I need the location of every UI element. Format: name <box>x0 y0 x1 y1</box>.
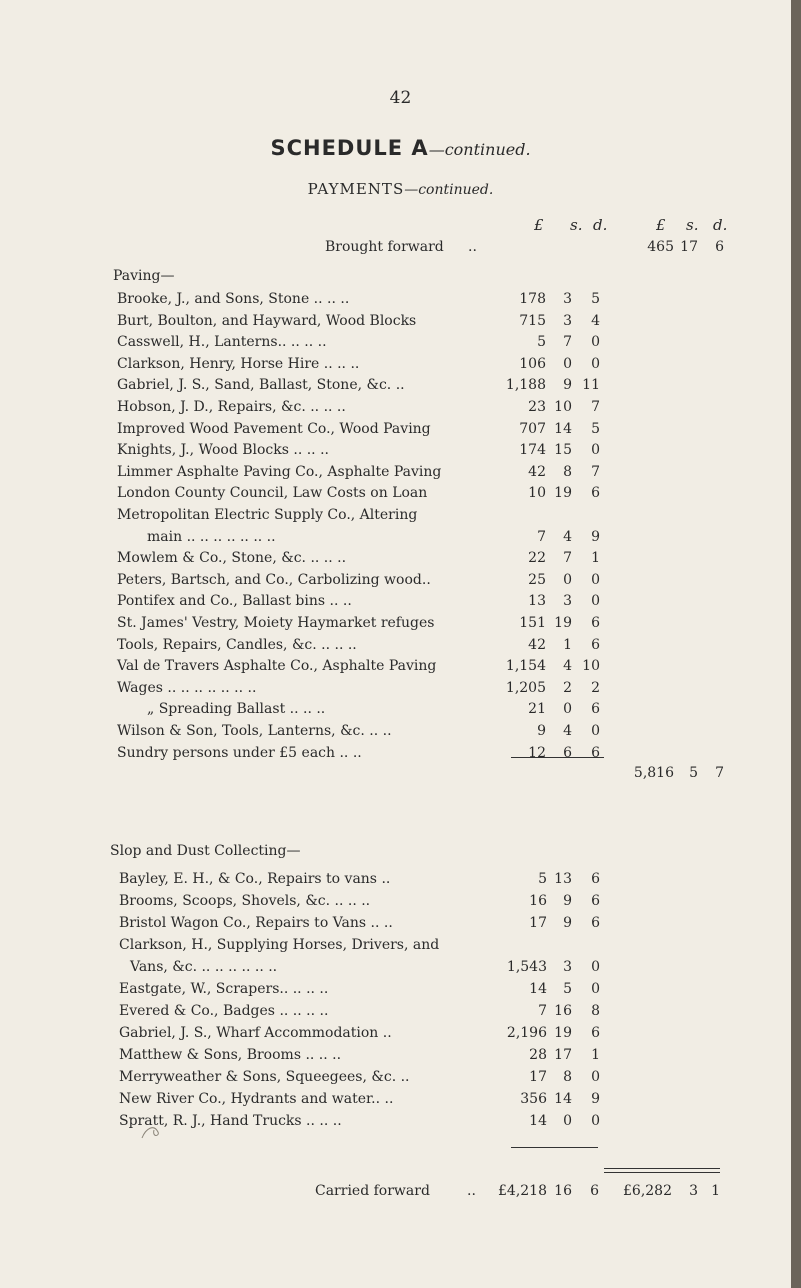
slop-subtotal-rule <box>511 1147 598 1148</box>
slop-row-shillings: 16 <box>554 1003 572 1019</box>
paving-row <box>0 331 801 353</box>
slop-row-label: Gabriel, J. S., Wharf Accommodation .. <box>119 1025 392 1041</box>
slop-row-pence: 0 <box>591 959 600 975</box>
paving-row-shillings: 1 <box>563 636 572 653</box>
paving-row <box>0 461 801 483</box>
paving-row-label: Gabriel, J. S., Sand, Ballast, Stone, &c. .. <box>117 377 405 394</box>
brought-forward-pounds: 465 <box>647 239 674 255</box>
slop-row-pence: 0 <box>591 981 600 997</box>
paving-row-shillings: 10 <box>554 399 572 415</box>
carried-forward-pounds-total: £6,282 <box>623 1183 672 1199</box>
pencil-mark-icon <box>140 1120 170 1142</box>
slop-row-pounds: 2,196 <box>506 1025 547 1041</box>
paving-row-pounds: 42 <box>528 636 546 653</box>
paving-row-shillings: 7 <box>563 334 572 351</box>
paving-row-label: Improved Wood Pavement Co., Wood Paving <box>117 420 431 437</box>
paving-section-title: Paving— <box>113 268 175 284</box>
paving-row-shillings: 3 <box>563 312 572 329</box>
slop-row <box>0 890 801 912</box>
slop-row-pounds: 14 <box>529 981 547 997</box>
paving-row <box>0 353 801 375</box>
slop-section-title: Slop and Dust Collecting— <box>110 843 301 859</box>
slop-row-pence: 6 <box>591 871 600 887</box>
carried-forward-dots: .. <box>467 1183 476 1199</box>
brought-forward-label: Brought forward <box>325 239 444 255</box>
paving-row <box>0 590 801 612</box>
carried-forward-shillings-total: 3 <box>689 1183 698 1199</box>
slop-row <box>0 978 801 1000</box>
paving-row-pence: 0 <box>591 723 600 739</box>
paving-row-pence: 11 <box>582 377 600 394</box>
paving-row <box>0 288 801 310</box>
paving-row-pounds: 7 <box>537 528 546 545</box>
col-header-shillings: s. <box>570 216 583 234</box>
col-header-pounds-total: £ <box>656 216 666 234</box>
paving-row-shillings: 4 <box>563 658 572 675</box>
brought-forward-shillings: 17 <box>680 239 698 255</box>
paving-row <box>0 439 801 461</box>
paving-row-label: Brooke, J., and Sons, Stone .. .. .. <box>117 291 350 307</box>
paving-total-row <box>0 762 801 784</box>
paving-row <box>0 698 801 720</box>
payments-subtitle-suffix: —continued. <box>404 182 494 198</box>
paving-row-shillings: 6 <box>563 744 572 761</box>
slop-row <box>0 956 801 978</box>
payments-subtitle <box>0 180 801 198</box>
paving-row-shillings: 3 <box>563 593 572 610</box>
slop-row-pence: 6 <box>591 915 600 931</box>
slop-row-pounds: 17 <box>529 915 547 931</box>
paving-row-label: London County Council, Law Costs on Loan <box>117 485 428 502</box>
slop-row-shillings: 14 <box>554 1091 572 1107</box>
paving-row-label: Hobson, J. D., Repairs, &c. .. .. .. <box>117 399 346 415</box>
slop-row-shillings: 3 <box>563 959 572 975</box>
slop-row-label: Clarkson, H., Supplying Horses, Drivers, and <box>119 937 440 953</box>
paving-row-pounds: 715 <box>519 312 546 329</box>
slop-row-pounds: 28 <box>529 1047 547 1063</box>
slop-row-shillings: 5 <box>563 981 572 997</box>
slop-row-pounds: 17 <box>529 1069 547 1085</box>
paving-row-pence: 5 <box>591 291 600 307</box>
paving-row-pounds: 178 <box>519 291 546 307</box>
paving-row-pounds: 1,154 <box>505 658 546 675</box>
paving-total-shillings: 5 <box>689 765 698 781</box>
slop-row <box>0 1066 801 1088</box>
paving-row <box>0 396 801 418</box>
paving-row-label: Sundry persons under £5 each .. .. <box>117 744 362 761</box>
brought-forward-pence: 6 <box>715 239 724 255</box>
paving-row-label: Mowlem & Co., Stone, &c. .. .. .. <box>117 550 347 567</box>
slop-row-pence: 0 <box>591 1069 600 1085</box>
paving-row-pence: 7 <box>591 463 600 480</box>
slop-row-label: Vans, &c. .. .. .. .. .. .. <box>130 959 278 975</box>
paving-row-pounds: 5 <box>537 334 546 351</box>
paving-row-pounds: 22 <box>528 550 546 567</box>
paving-total-pence: 7 <box>715 765 724 781</box>
paving-row <box>0 742 801 764</box>
paving-row-shillings: 0 <box>563 355 572 372</box>
col-header-shillings-total: s. <box>686 216 699 234</box>
paving-row-label: main .. .. .. .. .. .. .. <box>147 528 276 545</box>
paving-row-pence: 0 <box>591 442 600 459</box>
slop-row <box>0 1022 801 1044</box>
carried-forward-pence-total: 1 <box>711 1183 720 1199</box>
paving-row-shillings: 3 <box>563 291 572 307</box>
paving-row-shillings: 14 <box>554 420 572 437</box>
paving-row-pence: 10 <box>582 658 600 675</box>
paving-row-shillings: 9 <box>563 377 572 394</box>
paving-row-pence: 1 <box>591 550 600 567</box>
paving-row-pounds: 106 <box>519 355 546 372</box>
paving-row <box>0 569 801 591</box>
paving-row-label: Val de Travers Asphalte Co., Asphalte Paving <box>117 658 437 675</box>
paving-row-shillings: 7 <box>563 550 572 567</box>
slop-row <box>0 912 801 934</box>
paving-row-pence: 6 <box>591 485 600 502</box>
col-header-pounds: £ <box>534 216 544 234</box>
paving-row-label: Pontifex and Co., Ballast bins .. .. <box>117 593 352 610</box>
slop-row-label: Brooms, Scoops, Shovels, &c. .. .. .. <box>119 893 371 909</box>
paving-row-pence: 7 <box>591 399 600 415</box>
paving-row-pounds: 10 <box>528 485 546 502</box>
paving-row <box>0 677 801 699</box>
slop-row-pence: 6 <box>591 893 600 909</box>
slop-row-label: Bayley, E. H., & Co., Repairs to vans .. <box>119 871 391 887</box>
slop-row-shillings: 9 <box>563 893 572 909</box>
paving-row <box>0 482 801 504</box>
paving-row-label: Metropolitan Electric Supply Co., Altering <box>117 507 418 523</box>
slop-row-pounds: 356 <box>520 1091 547 1107</box>
carried-forward-label: Carried forward <box>315 1183 430 1199</box>
paving-row-label: Knights, J., Wood Blocks .. .. .. <box>117 442 329 459</box>
carried-forward-row <box>0 1180 801 1202</box>
paving-row-pence: 6 <box>591 636 600 653</box>
paving-row-pence: 4 <box>591 312 600 329</box>
brought-forward-row <box>0 236 801 258</box>
paving-row-label: Peters, Bartsch, and Co., Carbolizing wood.. <box>117 571 431 588</box>
paving-total-pounds: 5,816 <box>633 765 674 781</box>
paving-row <box>0 374 801 396</box>
paving-row-pounds: 13 <box>528 593 546 610</box>
slop-row <box>0 868 801 890</box>
slop-row-pence: 9 <box>591 1091 600 1107</box>
slop-row-label: Eastgate, W., Scrapers.. .. .. .. <box>119 981 329 997</box>
paving-row-shillings: 19 <box>554 615 572 631</box>
slop-row <box>0 934 801 956</box>
paving-row-pence: 6 <box>591 744 600 761</box>
paving-row-pounds: 21 <box>528 701 546 718</box>
paving-row-shillings: 19 <box>554 485 572 502</box>
paving-row-label: Wilson & Son, Tools, Lanterns, &c. .. .. <box>117 723 392 739</box>
paving-row <box>0 547 801 569</box>
paving-row-pounds: 12 <box>528 744 546 761</box>
slop-row-label: Evered & Co., Badges .. .. .. .. <box>119 1003 329 1019</box>
paving-row-pence: 6 <box>591 615 600 631</box>
slop-row-shillings: 13 <box>554 871 572 887</box>
paving-row-pounds: 1,188 <box>505 377 546 394</box>
carried-forward-pounds: £4,218 <box>498 1183 547 1199</box>
paving-row-pence: 5 <box>591 420 600 437</box>
paving-row <box>0 634 801 656</box>
slop-row-pence: 1 <box>591 1047 600 1063</box>
slop-row-pence: 0 <box>591 1113 600 1129</box>
paving-row-label: Limmer Asphalte Paving Co., Asphalte Paving <box>117 463 442 480</box>
total-rule-bottom <box>604 1172 720 1173</box>
brought-forward-dots: .. <box>468 239 477 255</box>
schedule-title <box>0 136 801 160</box>
payments-subtitle-main: PAYMENTS <box>307 180 405 198</box>
slop-row-shillings: 17 <box>554 1047 572 1063</box>
slop-row <box>0 1000 801 1022</box>
paving-subtotal-rule <box>511 757 604 758</box>
paving-row-shillings: 0 <box>563 571 572 588</box>
paving-row-pence: 9 <box>591 528 600 545</box>
slop-row-shillings: 8 <box>563 1069 572 1085</box>
paving-row-pounds: 151 <box>519 615 546 631</box>
paving-row-label: „ Spreading Ballast .. .. .. <box>147 701 326 718</box>
slop-row <box>0 1088 801 1110</box>
paving-row-pence: 0 <box>591 593 600 610</box>
paving-row-label: Tools, Repairs, Candles, &c. .. .. .. <box>117 636 357 653</box>
slop-row <box>0 1044 801 1066</box>
col-header-pence: d. <box>593 216 608 234</box>
slop-row-label: Merryweather & Sons, Squeegees, &c. .. <box>119 1069 410 1085</box>
schedule-title-suffix: —continued. <box>428 140 531 159</box>
slop-row-pence: 8 <box>591 1003 600 1019</box>
paving-row-shillings: 4 <box>563 723 572 739</box>
paving-row-pounds: 174 <box>519 442 546 459</box>
paving-row-shillings: 2 <box>563 679 572 696</box>
paving-row-label: Burt, Boulton, and Hayward, Wood Blocks <box>117 312 417 329</box>
slop-row-shillings: 9 <box>563 915 572 931</box>
paving-row-pence: 2 <box>591 679 600 696</box>
page-number: 42 <box>389 88 412 108</box>
paving-row <box>0 418 801 440</box>
paving-row-pence: 6 <box>591 701 600 718</box>
slop-row-pounds: 16 <box>529 893 547 909</box>
slop-row-label: Matthew & Sons, Brooms .. .. .. <box>119 1047 342 1063</box>
paving-row-pence: 0 <box>591 355 600 372</box>
paving-row-label: St. James' Vestry, Moiety Haymarket refuges <box>117 615 435 631</box>
slop-row-pounds: 7 <box>538 1003 547 1019</box>
slop-row-pounds: 1,543 <box>506 959 547 975</box>
paving-row-label: Clarkson, Henry, Horse Hire .. .. .. <box>117 355 360 372</box>
slop-row-pence: 6 <box>591 1025 600 1041</box>
paving-row-pounds: 707 <box>519 420 546 437</box>
paving-row-pounds: 42 <box>528 463 546 480</box>
paving-row <box>0 655 801 677</box>
paving-row-label: Wages .. .. .. .. .. .. .. <box>117 679 257 696</box>
paving-row-shillings: 4 <box>563 528 572 545</box>
paving-row-label: Casswell, H., Lanterns.. .. .. .. <box>117 334 327 351</box>
paving-row-pounds: 25 <box>528 571 546 588</box>
paving-row-pence: 0 <box>591 571 600 588</box>
paving-row-shillings: 0 <box>563 701 572 718</box>
slop-row-shillings: 0 <box>563 1113 572 1129</box>
paving-row <box>0 504 801 526</box>
slop-row <box>0 1110 801 1132</box>
slop-row-shillings: 19 <box>554 1025 572 1041</box>
paving-row-pounds: 1,205 <box>505 679 546 696</box>
slop-row-label: Spratt, R. J., Hand Trucks .. .. .. <box>119 1113 342 1129</box>
paving-row-pounds: 23 <box>528 399 546 415</box>
slop-row-label: New River Co., Hydrants and water.. .. <box>119 1091 394 1107</box>
total-rule-top <box>604 1168 720 1169</box>
paving-row <box>0 310 801 332</box>
carried-forward-pence: 6 <box>590 1183 599 1199</box>
paving-row-shillings: 15 <box>554 442 572 459</box>
paving-row <box>0 612 801 634</box>
slop-row-label: Bristol Wagon Co., Repairs to Vans .. .. <box>119 915 393 931</box>
paving-row-pounds: 9 <box>537 723 546 739</box>
slop-row-pounds: 14 <box>529 1113 547 1129</box>
paving-row <box>0 526 801 548</box>
schedule-title-main: SCHEDULE A <box>270 136 429 160</box>
slop-row-pounds: 5 <box>538 871 547 887</box>
paving-row-shillings: 8 <box>563 463 572 480</box>
col-header-pence-total: d. <box>713 216 728 234</box>
paving-row-pence: 0 <box>591 334 600 351</box>
paving-row <box>0 720 801 742</box>
carried-forward-shillings: 16 <box>554 1183 572 1199</box>
